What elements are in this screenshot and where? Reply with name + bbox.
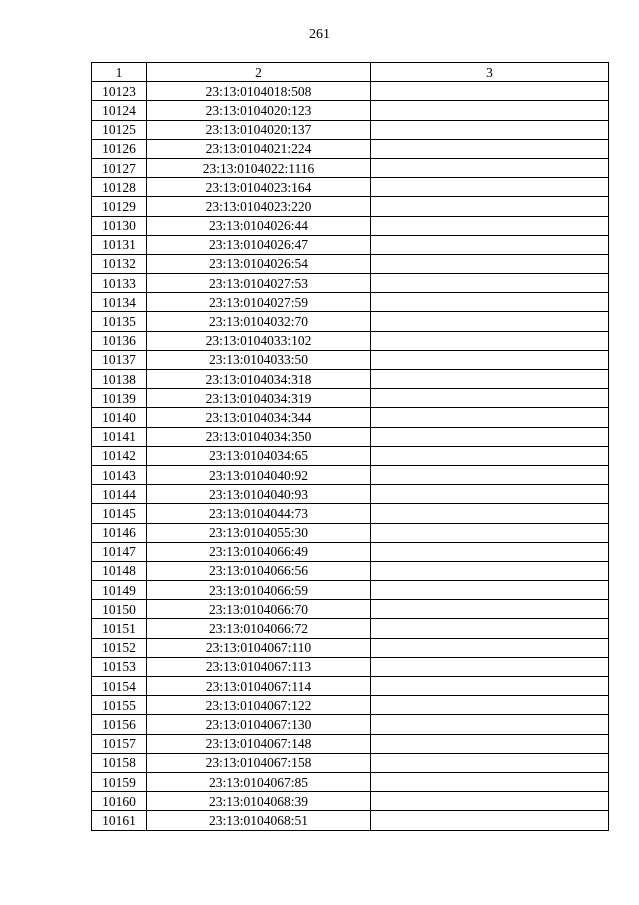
table-row	[92, 485, 609, 504]
row-number-cell: 10159	[92, 772, 147, 791]
cadastral-number-cell: 23:13:0104034:344	[147, 408, 371, 427]
cadastral-number-cell: 23:13:0104067:158	[147, 753, 371, 772]
note-cell	[371, 638, 609, 657]
cadastral-number-cell: 23:13:0104066:70	[147, 600, 371, 619]
table-row	[92, 293, 609, 312]
cadastral-number-cell: 23:13:0104066:49	[147, 542, 371, 561]
cadastral-number-cell: 23:13:0104067:85	[147, 772, 371, 791]
row-number-cell: 10124	[92, 101, 147, 120]
cadastral-number-cell: 23:13:0104068:51	[147, 811, 371, 830]
table-row	[92, 542, 609, 561]
cadastral-number-cell: 23:13:0104021:224	[147, 139, 371, 158]
row-number-cell: 10136	[92, 331, 147, 350]
table-row	[92, 734, 609, 753]
cadastral-number-cell: 23:13:0104018:508	[147, 82, 371, 101]
row-number-cell: 10131	[92, 235, 147, 254]
table-row	[92, 581, 609, 600]
note-cell	[371, 235, 609, 254]
table-row	[92, 638, 609, 657]
note-cell	[371, 734, 609, 753]
cadastral-number-cell: 23:13:0104026:44	[147, 216, 371, 235]
row-number-cell: 10160	[92, 792, 147, 811]
row-number-cell: 10152	[92, 638, 147, 657]
row-number-cell: 10142	[92, 446, 147, 465]
cadastral-number-cell: 23:13:0104023:164	[147, 178, 371, 197]
cadastral-number-cell: 23:13:0104034:318	[147, 370, 371, 389]
row-number-cell: 10143	[92, 465, 147, 484]
row-number-cell: 10154	[92, 677, 147, 696]
note-cell	[371, 274, 609, 293]
column-header-2: 2	[147, 63, 371, 82]
cadastral-number-cell: 23:13:0104067:122	[147, 696, 371, 715]
row-number-cell: 10161	[92, 811, 147, 830]
cadastral-number-cell: 23:13:0104068:39	[147, 792, 371, 811]
table-row	[92, 197, 609, 216]
cadastral-number-cell: 23:13:0104033:102	[147, 331, 371, 350]
row-number-cell: 10125	[92, 120, 147, 139]
table-row	[92, 158, 609, 177]
column-header-1: 1	[92, 63, 147, 82]
table-row	[92, 82, 609, 101]
page-number: 261	[309, 27, 330, 42]
table-row	[92, 312, 609, 331]
note-cell	[371, 542, 609, 561]
note-cell	[371, 216, 609, 235]
cadastral-number-cell: 23:13:0104055:30	[147, 523, 371, 542]
row-number-cell: 10128	[92, 178, 147, 197]
table-row	[92, 216, 609, 235]
cadastral-number-cell: 23:13:0104020:123	[147, 101, 371, 120]
row-number-cell: 10155	[92, 696, 147, 715]
table-row	[92, 408, 609, 427]
row-number-cell: 10150	[92, 600, 147, 619]
row-number-cell: 10147	[92, 542, 147, 561]
note-cell	[371, 370, 609, 389]
row-number-cell: 10140	[92, 408, 147, 427]
row-number-cell: 10134	[92, 293, 147, 312]
note-cell	[371, 120, 609, 139]
row-number-cell: 10123	[92, 82, 147, 101]
cadastral-number-cell: 23:13:0104034:350	[147, 427, 371, 446]
cadastral-number-cell: 23:13:0104067:113	[147, 657, 371, 676]
table-row	[92, 120, 609, 139]
note-cell	[371, 581, 609, 600]
row-number-cell: 10135	[92, 312, 147, 331]
cadastral-number-cell: 23:13:0104027:53	[147, 274, 371, 293]
note-cell	[371, 254, 609, 273]
table-row	[92, 792, 609, 811]
cadastral-number-cell: 23:13:0104040:92	[147, 465, 371, 484]
row-number-cell: 10127	[92, 158, 147, 177]
cadastral-number-cell: 23:13:0104032:70	[147, 312, 371, 331]
row-number-cell: 10158	[92, 753, 147, 772]
row-number-cell: 10149	[92, 581, 147, 600]
cadastral-number-cell: 23:13:0104026:54	[147, 254, 371, 273]
cadastral-number-cell: 23:13:0104066:72	[147, 619, 371, 638]
row-number-cell: 10146	[92, 523, 147, 542]
table-row	[92, 389, 609, 408]
note-cell	[371, 600, 609, 619]
note-cell	[371, 139, 609, 158]
note-cell	[371, 178, 609, 197]
table-row	[92, 561, 609, 580]
row-number-cell: 10132	[92, 254, 147, 273]
cadastral-number-cell: 23:13:0104027:59	[147, 293, 371, 312]
cadastral-number-cell: 23:13:0104066:59	[147, 581, 371, 600]
table-body	[92, 82, 609, 830]
table-row	[92, 811, 609, 830]
cadastral-number-cell: 23:13:0104023:220	[147, 197, 371, 216]
table-row	[92, 235, 609, 254]
note-cell	[371, 504, 609, 523]
table-row	[92, 504, 609, 523]
table-row	[92, 677, 609, 696]
note-cell	[371, 657, 609, 676]
note-cell	[371, 197, 609, 216]
row-number-cell: 10157	[92, 734, 147, 753]
note-cell	[371, 792, 609, 811]
table-row	[92, 619, 609, 638]
cadastral-number-cell: 23:13:0104067:130	[147, 715, 371, 734]
note-cell	[371, 293, 609, 312]
cadastral-number-cell: 23:13:0104022:1116	[147, 158, 371, 177]
row-number-cell: 10145	[92, 504, 147, 523]
note-cell	[371, 811, 609, 830]
cadastral-number-cell: 23:13:0104067:114	[147, 677, 371, 696]
table-header-row	[92, 63, 609, 82]
cadastral-number-cell: 23:13:0104044:73	[147, 504, 371, 523]
note-cell	[371, 312, 609, 331]
note-cell	[371, 561, 609, 580]
table-row	[92, 772, 609, 791]
table-row	[92, 657, 609, 676]
cadastral-number-cell: 23:13:0104034:319	[147, 389, 371, 408]
table-row	[92, 370, 609, 389]
note-cell	[371, 389, 609, 408]
cadastral-number-cell: 23:13:0104066:56	[147, 561, 371, 580]
cadastral-number-cell: 23:13:0104067:148	[147, 734, 371, 753]
note-cell	[371, 677, 609, 696]
cadastral-number-cell: 23:13:0104020:137	[147, 120, 371, 139]
row-number-cell: 10144	[92, 485, 147, 504]
note-cell	[371, 408, 609, 427]
row-number-cell: 10133	[92, 274, 147, 293]
cadastral-number-cell: 23:13:0104067:110	[147, 638, 371, 657]
table-row	[92, 696, 609, 715]
note-cell	[371, 619, 609, 638]
table-row	[92, 178, 609, 197]
row-number-cell: 10139	[92, 389, 147, 408]
table-row	[92, 254, 609, 273]
table-row	[92, 101, 609, 120]
note-cell	[371, 101, 609, 120]
note-cell	[371, 715, 609, 734]
note-cell	[371, 158, 609, 177]
row-number-cell: 10153	[92, 657, 147, 676]
row-number-cell: 10137	[92, 350, 147, 369]
table-row	[92, 715, 609, 734]
cadastral-table	[91, 62, 609, 831]
row-number-cell: 10138	[92, 370, 147, 389]
row-number-cell: 10148	[92, 561, 147, 580]
row-number-cell: 10130	[92, 216, 147, 235]
note-cell	[371, 350, 609, 369]
table-row	[92, 446, 609, 465]
row-number-cell: 10151	[92, 619, 147, 638]
row-number-cell: 10156	[92, 715, 147, 734]
note-cell	[371, 465, 609, 484]
cadastral-number-cell: 23:13:0104040:93	[147, 485, 371, 504]
note-cell	[371, 485, 609, 504]
note-cell	[371, 696, 609, 715]
note-cell	[371, 772, 609, 791]
table-row	[92, 753, 609, 772]
table-row	[92, 600, 609, 619]
note-cell	[371, 523, 609, 542]
table-row	[92, 331, 609, 350]
column-header-3: 3	[371, 63, 609, 82]
note-cell	[371, 753, 609, 772]
row-number-cell: 10141	[92, 427, 147, 446]
row-number-cell: 10129	[92, 197, 147, 216]
note-cell	[371, 427, 609, 446]
note-cell	[371, 446, 609, 465]
table-row	[92, 139, 609, 158]
cadastral-number-cell: 23:13:0104034:65	[147, 446, 371, 465]
cadastral-number-cell: 23:13:0104033:50	[147, 350, 371, 369]
note-cell	[371, 331, 609, 350]
table-row	[92, 350, 609, 369]
table-row	[92, 465, 609, 484]
cadastral-number-cell: 23:13:0104026:47	[147, 235, 371, 254]
table-row	[92, 523, 609, 542]
table-row	[92, 274, 609, 293]
table-row	[92, 427, 609, 446]
row-number-cell: 10126	[92, 139, 147, 158]
note-cell	[371, 82, 609, 101]
